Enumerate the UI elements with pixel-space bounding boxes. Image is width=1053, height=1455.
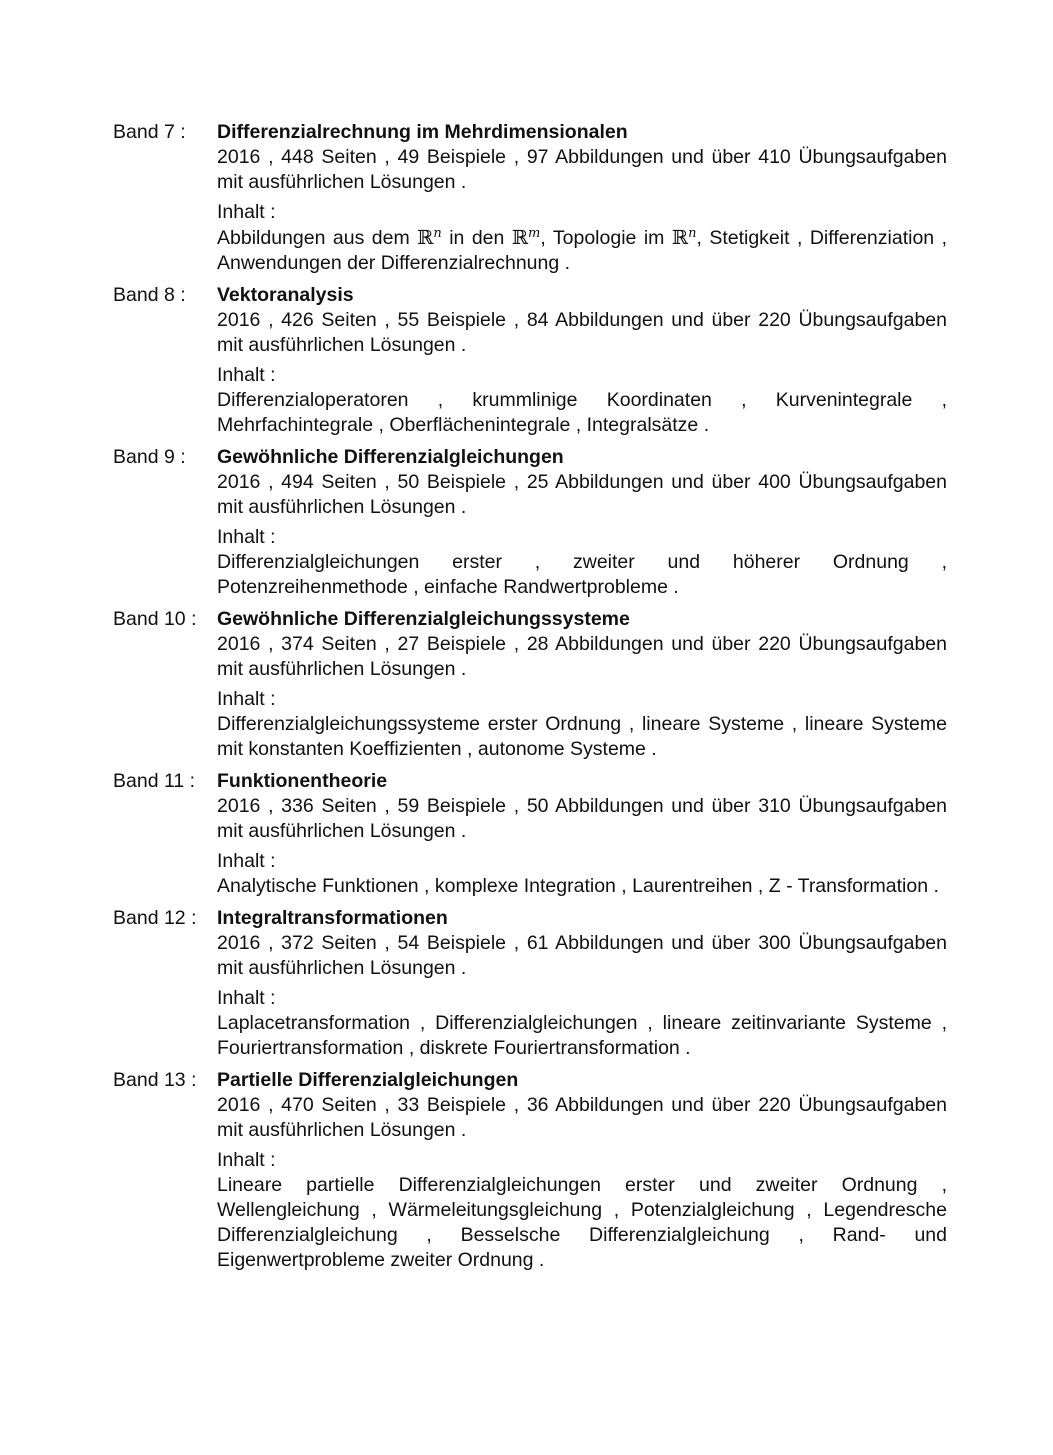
band-stats: 2016 , 426 Seiten , 55 Beispiele , 84 Abbildungen und über 220 Übungsaufgaben mit ausführlichen Lösungen . — [217, 309, 947, 356]
band-number: Band 11 : — [113, 770, 196, 792]
band-entry-9 — [113, 445, 953, 600]
band-entry-11 — [113, 769, 953, 899]
inhalt-text-part: Abbildungen aus dem — [217, 227, 410, 249]
band-entry-8 — [113, 283, 953, 438]
band-body — [217, 445, 947, 600]
inhalt-label: Inhalt : — [217, 850, 276, 872]
band-stats: 2016 , 494 Seiten , 50 Beispiele , 25 Abbildungen und über 400 Übungsaufgaben mit ausführlichen Lösungen . — [217, 471, 947, 518]
band-entry-7 — [113, 120, 953, 276]
band-body — [217, 769, 947, 899]
band-number: Band 7 : — [113, 121, 186, 143]
band-body — [217, 906, 947, 1061]
inhalt-text-part: in den — [449, 227, 505, 249]
band-entry-13 — [113, 1068, 953, 1273]
band-body — [217, 120, 947, 276]
inhalt-text: Differenzialgleichungssysteme erster Ordnung , lineare Systeme , lineare Systeme mit konstanten Koeffizienten , autonome Systeme . — [217, 713, 947, 760]
band-title: Funktionentheorie — [217, 770, 388, 792]
inhalt-label: Inhalt : — [217, 688, 276, 710]
band-entry-12 — [113, 906, 953, 1061]
inhalt-text: Laplacetransformation , Differenzialgleichungen , lineare zeitinvariante Systeme , Fouriertransformation , diskrete Fouriertransformation . — [217, 1012, 947, 1059]
math-symbol: ℝ — [511, 226, 529, 249]
band-title: Vektoranalysis — [217, 284, 354, 306]
band-title: Integraltransformationen — [217, 907, 448, 929]
band-title: Gewöhnliche Differenzialgleichungen — [217, 446, 564, 468]
inhalt-label: Inhalt : — [217, 526, 276, 548]
band-body — [217, 607, 947, 762]
math-rn — [672, 226, 697, 249]
band-body — [217, 283, 947, 438]
band-number: Band 12 : — [113, 907, 197, 929]
inhalt-text: Lineare partielle Differenzialgleichungen erster und zweiter Ordnung , Wellengleichung , Wärmeleitungsgleichung , Potenzialgleichung , Legendresche Differenzialgleichung , Besselsche Differenzialgleichung , Rand- und Eigenwertprobleme zweiter Ordnung . — [217, 1174, 947, 1271]
band-number: Band 13 : — [113, 1069, 197, 1091]
book-series-list — [113, 120, 953, 1280]
band-number: Band 9 : — [113, 446, 186, 468]
math-exponent: m — [528, 226, 541, 241]
band-entry-10 — [113, 607, 953, 762]
band-body — [217, 1068, 947, 1273]
math-rn — [417, 226, 442, 249]
band-title: Differenzialrechnung im Mehrdimensionalen — [217, 121, 628, 143]
math-symbol: ℝ — [671, 226, 689, 249]
inhalt-text: Differenzialoperatoren , krummlinige Koordinaten , Kurvenintegrale , Mehrfachintegrale , Oberflächenintegrale , Integralsätze . — [217, 389, 947, 436]
math-exponent: n — [433, 226, 442, 241]
math-symbol: ℝ — [417, 226, 434, 249]
band-number: Band 8 : — [113, 284, 186, 306]
inhalt-label: Inhalt : — [217, 201, 276, 223]
band-stats: 2016 , 374 Seiten , 27 Beispiele , 28 Abbildungen und über 220 Übungsaufgaben mit ausführlichen Lösungen . — [217, 633, 947, 680]
band-number: Band 10 : — [113, 608, 197, 630]
math-exponent: n — [688, 226, 697, 241]
band-title: Gewöhnliche Differenzialgleichungssysteme — [217, 608, 630, 630]
inhalt-label: Inhalt : — [217, 364, 276, 386]
inhalt-text — [217, 225, 947, 276]
inhalt-label: Inhalt : — [217, 1149, 276, 1171]
inhalt-label: Inhalt : — [217, 987, 276, 1009]
band-stats: 2016 , 448 Seiten , 49 Beispiele , 97 Abbildungen und über 410 Übungsaufgaben mit ausführlichen Lösungen . — [217, 146, 947, 193]
inhalt-text-part: , Stetigkeit , Differenziation , Anwendungen der Differenzialrechnung . — [217, 227, 947, 274]
band-stats: 2016 , 372 Seiten , 54 Beispiele , 61 Abbildungen und über 300 Übungsaufgaben mit ausführlichen Lösungen . — [217, 932, 947, 979]
inhalt-text: Analytische Funktionen , komplexe Integration , Laurentreihen , Z - Transformation . — [217, 875, 939, 897]
inhalt-text: Differenzialgleichungen erster , zweiter und höherer Ordnung , Potenzreihenmethode , einfache Randwertprobleme . — [217, 551, 947, 598]
band-title: Partielle Differenzialgleichungen — [217, 1069, 519, 1091]
band-stats: 2016 , 336 Seiten , 59 Beispiele , 50 Abbildungen und über 310 Übungsaufgaben mit ausführlichen Lösungen . — [217, 795, 947, 842]
band-stats: 2016 , 470 Seiten , 33 Beispiele , 36 Abbildungen und über 220 Übungsaufgaben mit ausführlichen Lösungen . — [217, 1094, 947, 1141]
math-rm — [512, 226, 541, 249]
inhalt-text-part: , Topologie im — [540, 227, 665, 249]
